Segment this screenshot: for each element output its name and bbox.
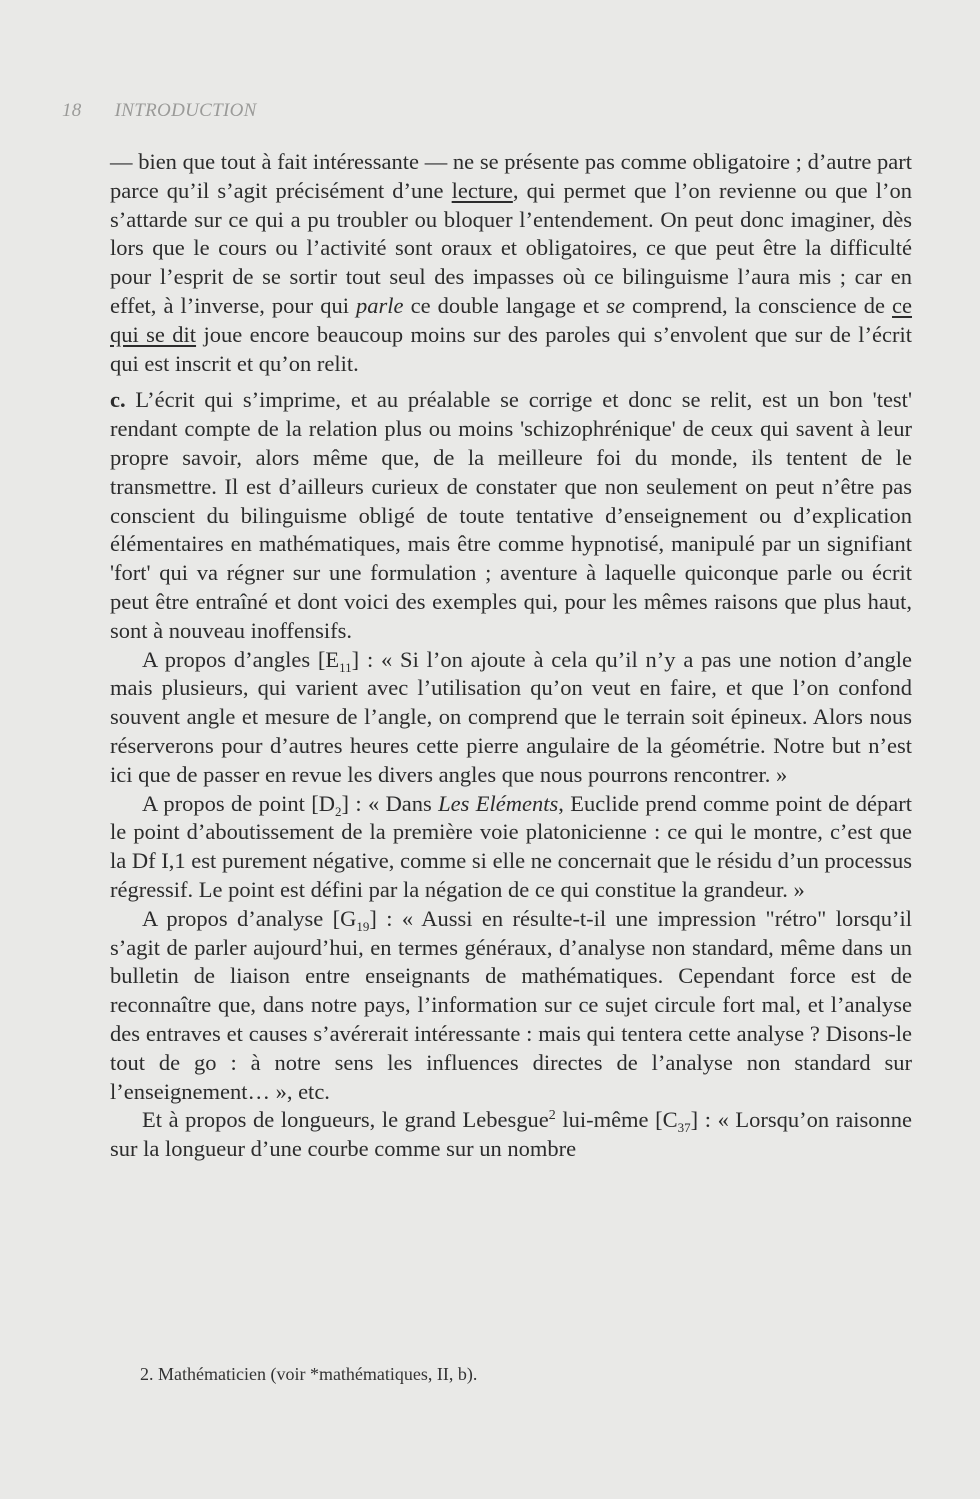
text-run: joue encore beaucoup moins sur des paroles qui s’envolent que sur de l’écrit qui est inscrit et qu’on relit. — [110, 321, 912, 376]
paragraph-p1 — [110, 148, 912, 378]
text-run: Les Eléments — [438, 790, 559, 816]
text-run: L’écrit qui s’imprime, et au préalable se corrige et donc se relit, est un bon 'test' rendant compte de la relation plus ou moins 'schizophrénique' de ceux qui savent à leur propre savoir, alors même que, de la meilleure foi du monde, ils tentent de le transmettre. Il est d’ailleurs curieux de constater que non seulement on peut n’être pas conscient du bilinguisme obligé de toute tentative d’enseignement ou d’explication élémentaires en mathématiques, mais être comme hypnotisé, manipulé par un signifiant 'fort' qui va régner sur une formulation ; aventure à laquelle quiconque parle ou écrit peut être entraîné et dont voici des exemples qui, pour les mêmes raisons que plus haut, sont à nouveau inoffensifs. — [110, 387, 912, 643]
paragraph-p4 — [110, 790, 912, 905]
text-run: lecture — [451, 177, 513, 203]
body-text — [110, 148, 912, 1164]
text-run: A propos d’angles [E — [142, 646, 340, 672]
page-number: 18 — [62, 100, 82, 121]
text-run: ] : « Si l’on ajoute à cela qu’il n’y a pas une notion d’angle mais plusieurs, qui varient avec l’utilisation qu’on veut en faire, et que l’on confond souvent angle et mesure de l’angle, on comprend que le terrain soit épineux. Alors nous réserverons pour d’autres heures cette pierre angulaire de la géométrie. Notre but n’est ici que de passer en revue les divers angles que nous pourrons rencontrer. » — [110, 646, 912, 787]
paragraph-p5 — [110, 905, 912, 1107]
text-run: 2 — [334, 803, 342, 819]
text-run: 19 — [356, 918, 370, 934]
text-run: ] : « Lorsqu’on raisonne sur la longueur d’une courbe comme sur un nombre — [110, 1107, 912, 1162]
text-run: c. — [110, 387, 126, 413]
text-run: ] : « Dans — [341, 790, 439, 816]
text-run: 11 — [339, 659, 352, 675]
running-header — [62, 100, 257, 122]
paragraph-p6 — [110, 1106, 912, 1164]
text-run: , Euclide prend comme point de départ le point d’aboutissement de la première voie platonicienne : ce qui le montre, c’est que la Df I,1 est purement négative, comme si elle ne concernait que le résidu d’un processus régressif. Le point est défini par la négation de ce qui constitue la grandeur. » — [110, 790, 912, 902]
running-title: INTRODUCTION — [114, 100, 257, 121]
text-run: se — [606, 292, 625, 318]
text-run: parle — [356, 292, 404, 318]
footnote: 2. Mathématicien (voir *mathématiques, II, b). — [140, 1364, 478, 1384]
text-run: , qui permet que l’on revienne ou que l’on s’attarde sur ce qui a pu troubler ou bloquer l’entendement. On peut donc imaginer, dès lors que le cours ou l’activité sont oraux et obligatoires, ce que peut être la difficulté pour l’esprit de se sortir tout seul des impasses où ce bilinguisme l’aura mis ; car en effet, à l’inverse, pour qui — [110, 177, 912, 318]
text-run: comprend, la conscience de — [624, 292, 892, 318]
text-run: A propos d’analyse [G — [142, 905, 357, 931]
text-run: Et à propos de longueurs, le grand Lebesgue — [142, 1107, 549, 1133]
text-run: 37 — [677, 1120, 691, 1136]
text-run: — bien que tout à fait intéressante — ne se présente pas comme obligatoire ; d’autre part parce qu’il s’agit précisément d’une — [110, 149, 912, 203]
text-run: ] : « Aussi en résulte-t-il une impression "rétro" lorsqu’il s’agit de parler aujourd’hui, en termes généraux, d’analyse non standard, même dans un bulletin de liaison entre enseignants de mathématiques. Cependant force est de reconnaître que, dans notre pays, l’information sur ce sujet circule fort mal, et l’analyse des entraves et causes s’avérerait intéressante : mais qui tentera cette analyse ? Disons-le tout de go : à notre sens les influences directes de l’analyse non standard sur l’enseignement… », etc. — [110, 905, 912, 1104]
paragraph-p2 — [110, 386, 912, 645]
paragraph-p3 — [110, 646, 912, 790]
text-run: lui-même [C — [555, 1107, 678, 1133]
text-run: ce double langage et — [403, 292, 607, 318]
text-run: ce qui se dit — [110, 292, 912, 347]
text-run: 2 — [548, 1108, 556, 1124]
text-run: A propos de point [D — [142, 790, 335, 816]
